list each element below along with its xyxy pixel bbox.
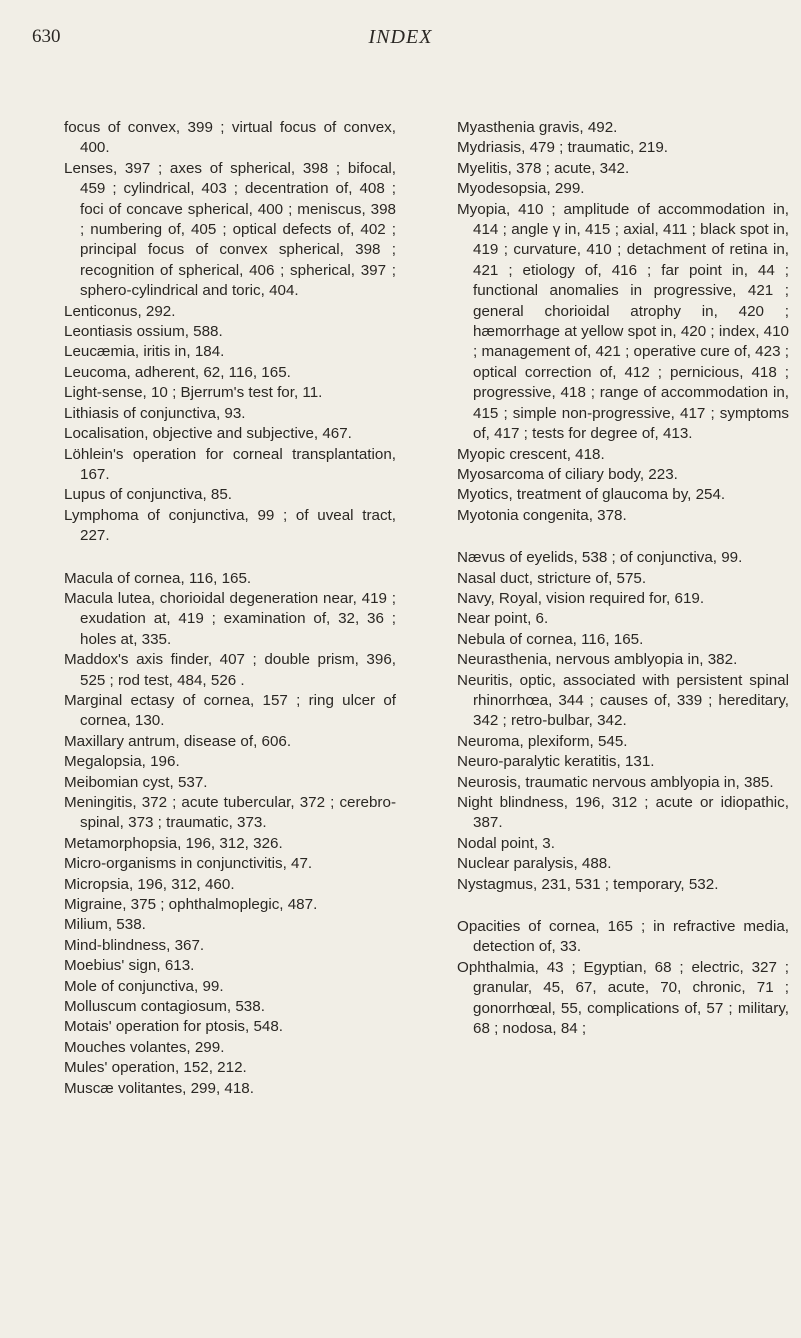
left-column <box>64 118 396 1099</box>
index-entry: Lenticonus, 292. <box>64 302 176 320</box>
index-entry: Micropsia, 196, 312, 460. <box>64 875 235 893</box>
index-entry: Opacities of cornea, 165 ; in refractive media, detection of, 33. <box>457 918 789 956</box>
index-entry: Meibomian cyst, 537. <box>64 773 208 791</box>
index-entry: Muscæ volitantes, 299, 418. <box>64 1079 254 1097</box>
index-entry: Marginal ectasy of cornea, 157 ; ring ulcer of cornea, 130. <box>64 691 396 730</box>
index-entry: Neurosis, traumatic nervous amblyopia in, 385. <box>457 773 774 791</box>
index-entry: Neuro-paralytic keratitis, 131. <box>457 753 655 771</box>
index-entry: Lithiasis of conjunctiva, 93. <box>64 404 246 422</box>
index-entry: Milium, 538. <box>64 916 146 934</box>
index-entry: Myasthenia gravis, 492. <box>457 119 618 136</box>
index-entry: Maddox's axis finder, 407 ; double prism, 396, 525 ; rod test, 484, 526 . <box>64 651 396 689</box>
index-entry: Macula of cornea, 116, 165. <box>64 569 252 587</box>
index-entry: Nasal duct, stricture of, 575. <box>457 569 647 587</box>
page-number: 630 <box>32 26 61 47</box>
index-entry: Nuclear paralysis, 488. <box>457 855 612 873</box>
index-entry: Meningitis, 372 ; acute tubercular, 372 ; cerebro-spinal, 373 ; traumatic, 373. <box>64 794 396 832</box>
right-column <box>457 118 789 1039</box>
index-entry: Mole of conjunctiva, 99. <box>64 977 224 995</box>
index-entry: Myosarcoma of ciliary body, 223. <box>457 465 678 483</box>
index-entry: Metamorphopsia, 196, 312, 326. <box>64 834 283 852</box>
index-entry: Myelitis, 378 ; acute, 342. <box>457 159 630 177</box>
index-entry: Mind-blindness, 367. <box>64 936 205 954</box>
index-entry: focus of convex, 399 ; virtual focus of convex, 400. <box>64 119 396 157</box>
index-entry: Myopic crescent, 418. <box>457 445 605 463</box>
index-entry: Leucoma, adherent, 62, 116, 165. <box>64 363 291 381</box>
index-entry: Night blindness, 196, 312 ; acute or idiopathic, 387. <box>457 794 789 832</box>
index-entry: Navy, Royal, vision required for, 619. <box>457 589 705 607</box>
index-entry: Maxillary antrum, disease of, 606. <box>64 732 292 750</box>
index-entry: Localisation, objective and subjective, 467. <box>64 425 352 443</box>
index-entry: Mouches volantes, 299. <box>64 1038 225 1056</box>
index-entry: Migraine, 375 ; ophthalmoplegic, 487. <box>64 896 318 914</box>
index-entry: Nebula of cornea, 116, 165. <box>457 630 644 648</box>
index-entry: Macula lutea, chorioidal degeneration near, 419 ; exudation at, 419 ; examination of, 32, 36 ; holes at, 335. <box>64 589 396 648</box>
index-entry: Nystagmus, 231, 531 ; temporary, 532. <box>457 875 719 893</box>
index-entry: Lupus of conjunctiva, 85. <box>64 486 233 504</box>
index-entry: Moebius' sign, 613. <box>64 957 195 975</box>
index-entry: Mydriasis, 479 ; traumatic, 219. <box>457 139 669 157</box>
index-entry: Motais' operation for ptosis, 548. <box>64 1018 284 1036</box>
index-entry: Myodesopsia, 299. <box>457 180 585 198</box>
index-entry: Lenses, 397 ; axes of spherical, 398 ; bifocal, 459 ; cylindrical, 403 ; decentration of, 408 ; foci of concave spherical, 400 ; meniscus, 398 ; numbering of, 405 ; optical defects of, 402 ; principal focus of convex spherical, 398 ; recognition of spherical, 406 ; spherical, 397 ; sphero-cylindrical and toric, 404. <box>64 159 396 300</box>
index-entry: Light-sense, 10 ; Bjerrum's test for, 11. <box>64 384 323 402</box>
index-entry: Neuritis, optic, associated with persistent spinal rhinorrhœa, 344 ; causes of, 339 ; hereditary, 342 ; retro-bulbar, 342. <box>457 671 789 730</box>
index-entry: Neurasthenia, nervous amblyopia in, 382. <box>457 651 738 669</box>
index-entry: Molluscum contagiosum, 538. <box>64 998 265 1016</box>
index-entry: Nodal point, 3. <box>457 834 555 852</box>
index-entry: Myotics, treatment of glaucoma by, 254. <box>457 486 726 504</box>
index-entry: Neuroma, plexiform, 545. <box>457 732 628 750</box>
index-entry: Leontiasis ossium, 588. <box>64 323 223 341</box>
index-entry: Megalopsia, 196. <box>64 753 180 771</box>
index-entry: Lymphoma of conjunctiva, 99 ; of uveal tract, 227. <box>64 506 396 545</box>
running-title: INDEX <box>368 26 433 48</box>
page-header <box>0 26 801 56</box>
index-entry: Leucæmia, iritis in, 184. <box>64 343 225 361</box>
index-entry: Near point, 6. <box>457 610 549 628</box>
index-entry: Nævus of eyelids, 538 ; of conjunctiva, 99. <box>457 549 743 567</box>
index-entry: Myotonia congenita, 378. <box>457 506 627 524</box>
section-gap <box>457 895 789 917</box>
index-entry: Ophthalmia, 43 ; Egyptian, 68 ; electric, 327 ; granular, 45, 67, acute, 70, chronic, 71 ; gonorrhœal, 55, complications of, 57 ; military, 68 ; nodosa, 84 ; <box>457 958 789 1038</box>
section-gap <box>64 547 396 569</box>
index-entry: Micro-organisms in conjunctivitis, 47. <box>64 855 313 873</box>
section-gap <box>457 526 789 548</box>
index-entry: Mules' operation, 152, 212. <box>64 1059 247 1077</box>
index-entry: Löhlein's operation for corneal transplantation, 167. <box>64 445 396 483</box>
index-entry: Myopia, 410 ; amplitude of accommodation in, 414 ; angle γ in, 415 ; axial, 411 ; black spot in, 419 ; curvature, 410 ; detachment of retina in, 421 ; etiology of, 416 ; far point in, 44 ; functional anomalies in progressive, 421 ; general chorioidal atrophy in, 420 ; hæmorrhage at yellow spot in, 420 ; index, 410 ; management of, 421 ; operative cure of, 423 ; optical correction of, 412 ; pernicious, 418 ; progressive, 418 ; range of accommodation in, 415 ; simple non-progressive, 417 ; symptoms of, 417 ; tests for degree of, 413. <box>457 200 789 443</box>
